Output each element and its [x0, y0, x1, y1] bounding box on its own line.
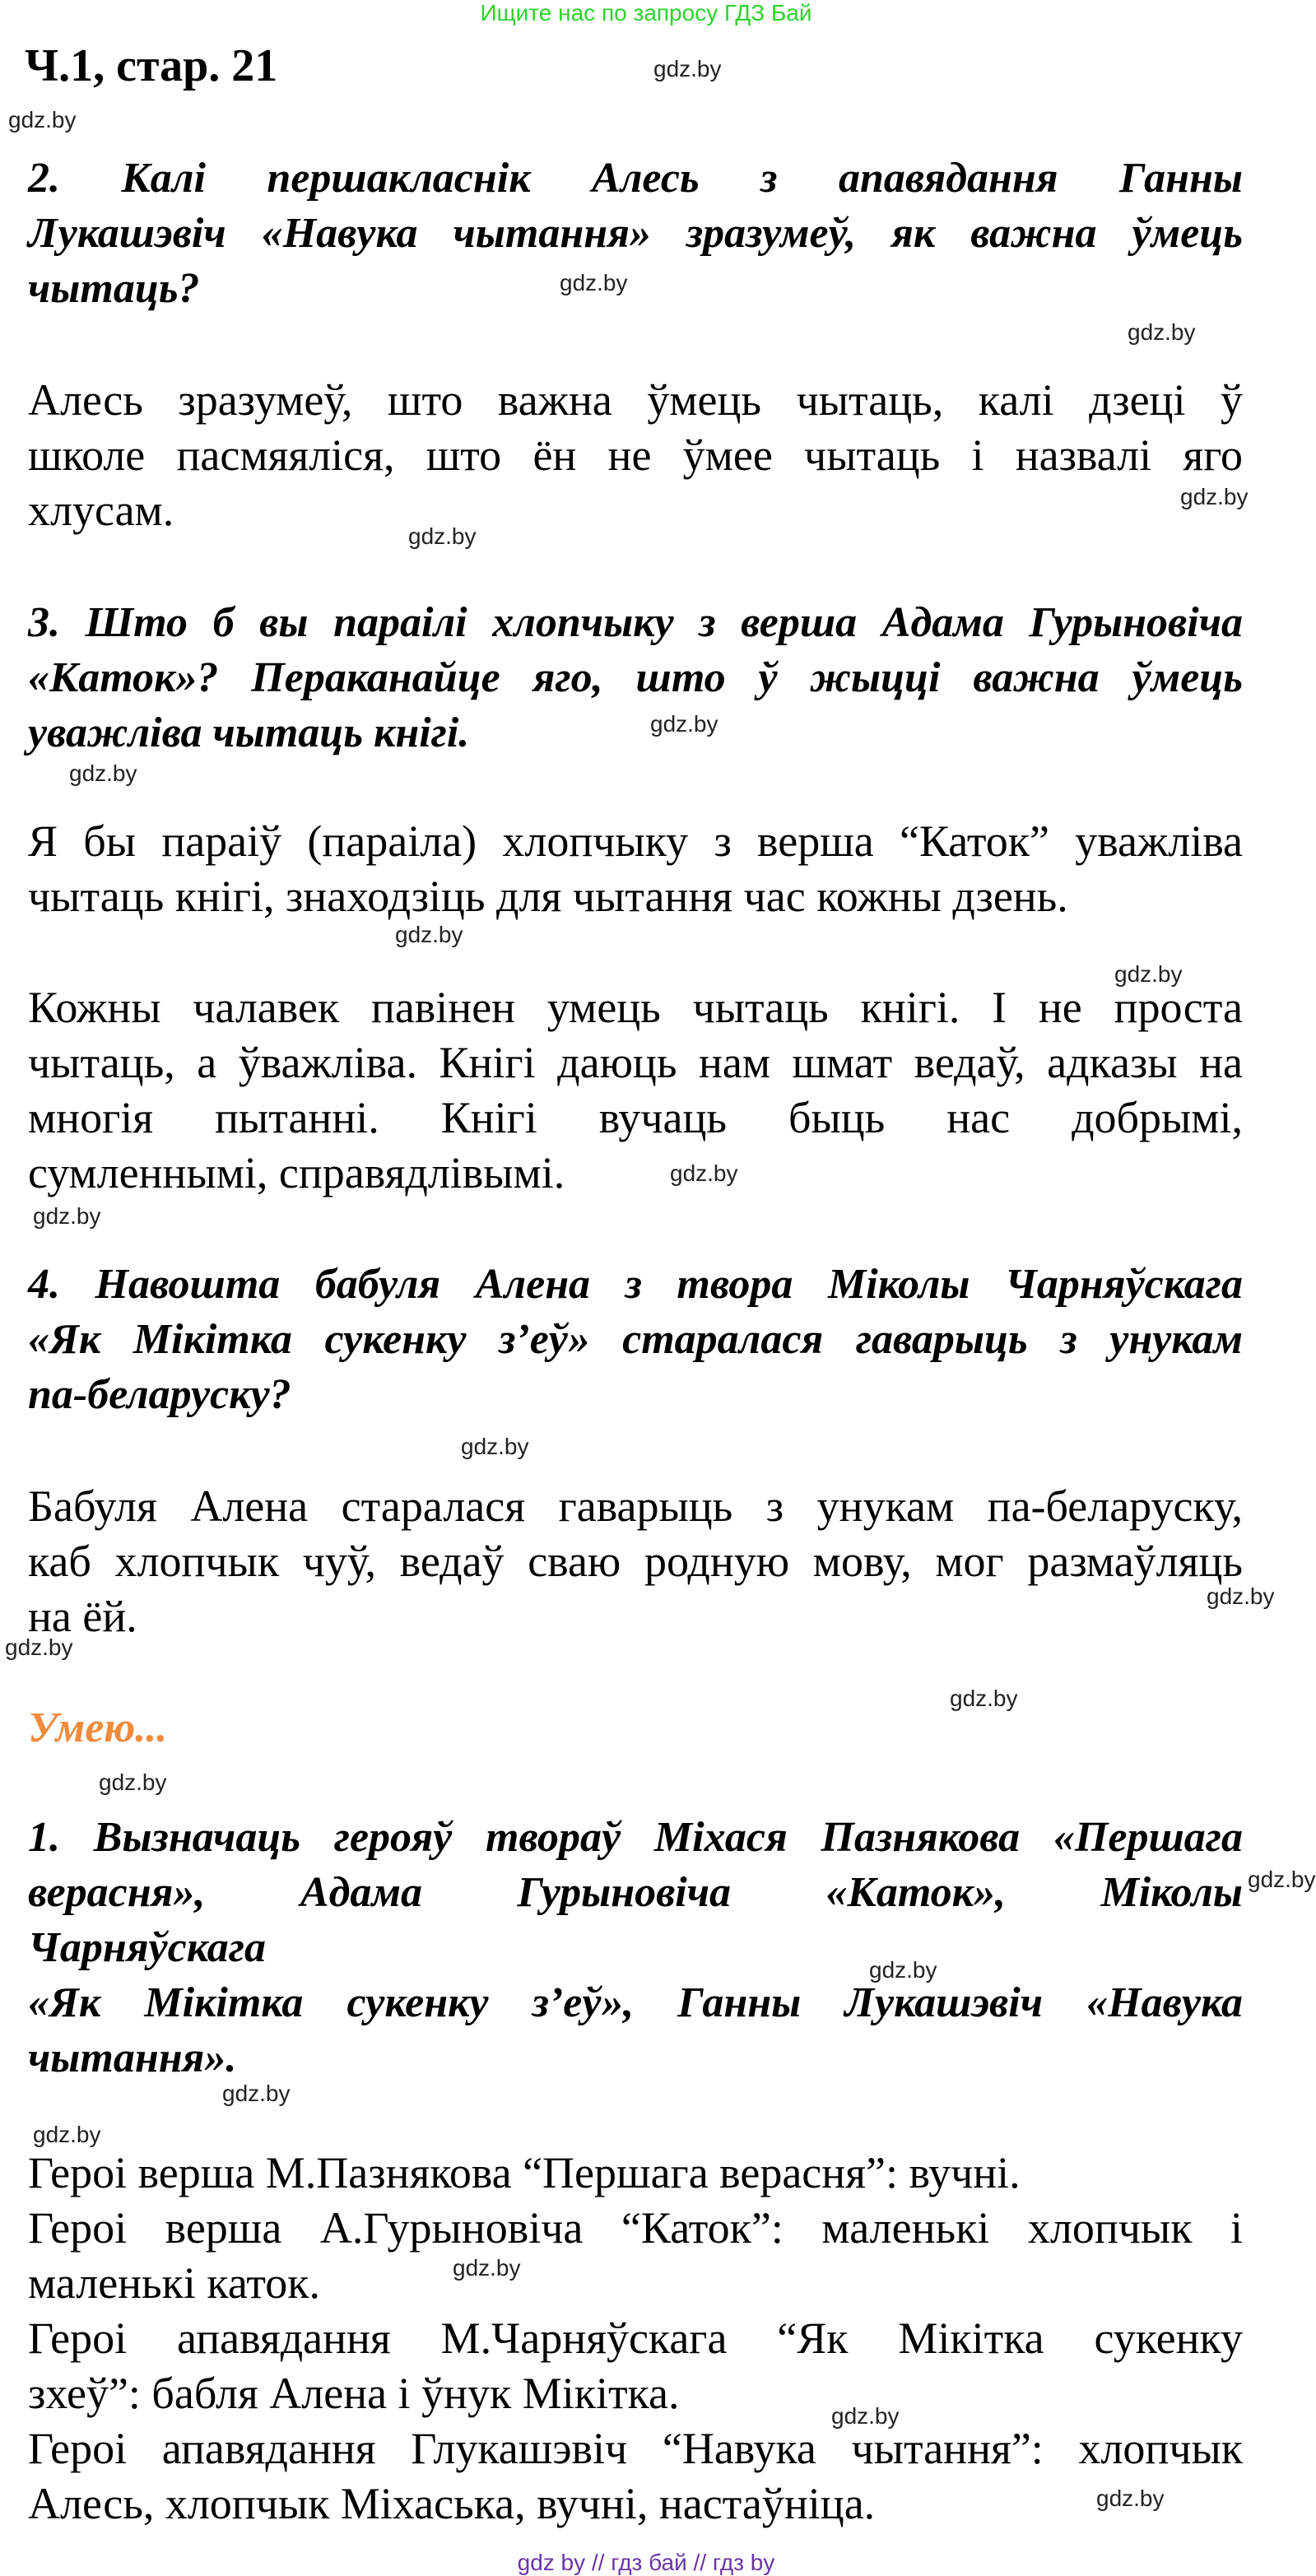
question-line: «Як Мікітка сукенку з’еў», Ганны Лукашэвіч «Навука: [28, 1979, 1243, 2026]
watermark: gdz.by: [560, 270, 628, 295]
question-line: Чарняўскага: [28, 1924, 266, 1971]
question-line: чытання».: [28, 2034, 237, 2081]
watermark: gdz.by: [653, 56, 722, 81]
question-line: 3. Што б вы параілі хлопчыку з верша Адама Гурыновіча: [28, 599, 1243, 646]
question-block: [28, 1257, 1243, 1422]
question-line: верасня», Адама Гурыновіча «Каток», Міколы: [28, 1869, 1243, 1916]
watermark: gdz.by: [33, 2122, 101, 2147]
watermark: gdz.by: [950, 1686, 1018, 1711]
search-banner[interactable]: Ищите нас по запросу ГДЗ Бай: [480, 0, 812, 26]
answer-line: Героі апавядання М.Чарняўскага “Як Мікітка сукенку: [28, 2313, 1243, 2363]
watermark: gdz.by: [1180, 484, 1249, 509]
watermark: gdz.by: [1248, 1867, 1316, 1892]
question-line: 1. Вызначаць герояў твораў Міхася Пазнякова «Першага: [28, 1814, 1243, 1861]
answer-block: [28, 2146, 1243, 2532]
watermark: gdz.by: [1128, 319, 1196, 345]
answer-line: многія пытанні. Кнігі вучаць быць нас добрымі,: [28, 1093, 1243, 1142]
answer-line: Героі апавядання Глукашэвіч “Навука чытання”: хлопчык: [28, 2424, 1243, 2473]
answer-block: [28, 814, 1243, 924]
answer-line: зхеў”: бабля Алена і ўнук Мікітка.: [28, 2369, 680, 2418]
answer-line: сумленнымі, справядлівымі.: [28, 1148, 565, 1197]
answer-line: чытаць кнігі, знаходзіць для чытання час кожны дзень.: [28, 872, 1068, 921]
watermark: gdz.by: [1114, 961, 1183, 987]
answer-block: [28, 980, 1243, 1201]
answer-line: Алесь зразумеў, што важна ўмець чытаць, калі дзеці ў: [28, 375, 1243, 425]
answer-block: [28, 1479, 1243, 1644]
section-title: Умею...: [28, 1704, 168, 1751]
answer-line: школе пасмяяліся, што ён не ўмее чытаць і назвалі яго: [28, 430, 1243, 480]
question-block: [28, 1810, 1243, 2085]
watermark: gdz.by: [408, 523, 477, 549]
answer-line: хлусам.: [28, 486, 174, 535]
watermark: gdz.by: [33, 1203, 101, 1229]
watermark: gdz.by: [1096, 2485, 1165, 2511]
question-line: па-беларуску?: [28, 1371, 291, 1418]
watermark: gdz.by: [1207, 1583, 1275, 1609]
watermark: gdz.by: [8, 107, 77, 133]
question-line: чытаць?: [28, 265, 200, 312]
question-line: Лукашэвіч «Навука чытання» зразумеў, як важна ўмець: [28, 210, 1243, 257]
watermark: gdz.by: [69, 760, 137, 786]
answer-line: Героі верша А.Гурыновіча “Каток”: маленькі хлопчык і: [28, 2203, 1243, 2253]
watermark: gdz.by: [222, 2081, 291, 2106]
answer-line: Я бы параіў (параіла) хлопчыку з верша “Каток” уважліва: [28, 816, 1243, 866]
question-line: 4. Навошта бабуля Алена з твора Міколы Чарняўскага: [28, 1261, 1243, 1308]
answer-line: Бабуля Алена старалася гаварыць з унукам па-беларуску,: [28, 1481, 1243, 1531]
watermark: gdz.by: [869, 1957, 937, 1983]
watermark: gdz.by: [99, 1769, 167, 1795]
watermark: gdz.by: [5, 1634, 73, 1660]
question-block: [28, 595, 1243, 760]
question-line: уважліва чытаць кнігі.: [28, 709, 470, 756]
answer-line: чытаць, а ўважліва. Кнігі даюць нам шмат ведаў, адказы на: [28, 1038, 1243, 1087]
answer-line: маленькі каток.: [28, 2258, 321, 2308]
answer-line: на ёй.: [28, 1592, 137, 1641]
watermark: gdz.by: [453, 2255, 521, 2281]
answer-line: Героі верша М.Пазнякова “Першага верасня”: вучні.: [28, 2148, 1021, 2197]
watermark: gdz.by: [461, 1434, 529, 1459]
watermark: gdz.by: [650, 711, 718, 737]
question-line: «Як Мікітка сукенку з’еў» старалася гаварыць з унукам: [28, 1316, 1243, 1363]
answer-line: Алесь, хлопчык Міхаська, вучні, настаўніца.: [28, 2479, 876, 2528]
answer-block: [28, 373, 1243, 538]
watermark: gdz.by: [831, 2403, 900, 2429]
answer-line: каб хлопчык чуў, ведаў сваю родную мову, мог размаўляць: [28, 1537, 1243, 1586]
watermark: gdz.by: [395, 922, 463, 947]
page-title: Ч.1, стар. 21: [25, 40, 278, 91]
footer-links[interactable]: gdz by // гдз бай // гдз by: [517, 2550, 775, 2575]
question-line: 2. Калі першакласнік Алесь з апавядання Ганны: [28, 155, 1243, 202]
watermark: gdz.by: [670, 1160, 738, 1186]
question-block: [28, 151, 1243, 316]
question-line: «Каток»? Пераканайце яго, што ў жыцці важна ўмець: [28, 654, 1243, 701]
answer-line: Кожны чалавек павінен умець чытаць кнігі. І не проста: [28, 983, 1243, 1032]
